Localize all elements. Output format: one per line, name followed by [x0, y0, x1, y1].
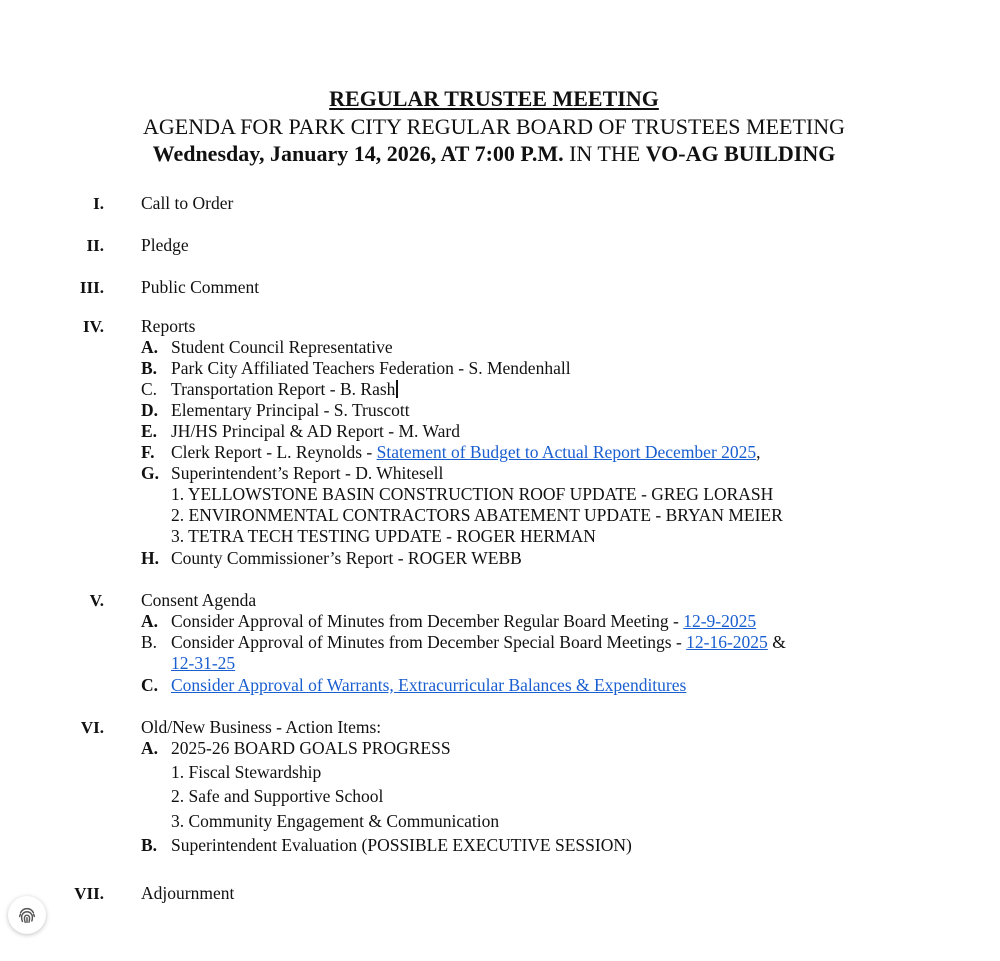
superintendent-sub-item: 2. ENVIRONMENTAL CONTRACTORS ABATEMENT UPDATE - BRYAN MEIER — [171, 505, 783, 525]
item-letter: A. — [141, 611, 159, 631]
report-jh-hs-principal: JH/HS Principal & AD Report - M. Ward — [171, 421, 460, 441]
meeting-date-connector: IN THE — [563, 141, 646, 166]
section-number: III. — [79, 278, 104, 297]
item-letter: B. — [141, 358, 158, 378]
consent-special-minutes-cont — [171, 653, 235, 674]
meeting-title: REGULAR TRUSTEE MEETING — [329, 86, 659, 111]
report-clerk-text: Clerk Report - L. Reynolds - — [171, 442, 377, 462]
section-number: VII. — [74, 884, 104, 903]
section-public-comment: Public Comment — [141, 277, 260, 297]
report-county-commissioner: County Commissioner’s Report - ROGER WEBB — [171, 548, 522, 568]
report-elementary-principal: Elementary Principal - S. Truscott — [171, 400, 410, 420]
minutes-12-31-25-link[interactable]: 12-31-25 — [171, 653, 236, 673]
section-reports: Reports — [141, 316, 196, 336]
consent-special-minutes — [171, 632, 786, 653]
item-letter: B. — [141, 835, 158, 855]
superintendent-sub-item: 3. TETRA TECH TESTING UPDATE - ROGER HERMAN — [171, 526, 596, 546]
meeting-date-line — [0, 141, 988, 167]
section-call-to-order: Call to Order — [141, 193, 234, 213]
section-number: IV. — [83, 317, 104, 336]
minutes-12-16-2025-link[interactable]: 12-16-2025 — [686, 632, 768, 652]
board-goal-item: 1. Fiscal Stewardship — [171, 762, 322, 782]
item-letter: E. — [141, 421, 158, 441]
superintendent-sub-item: 1. YELLOWSTONE BASIN CONSTRUCTION ROOF UPDATE - GREG LORASH — [171, 484, 774, 504]
item-letter: A. — [141, 337, 159, 357]
item-letter: G. — [141, 463, 159, 483]
item-letter: C. — [141, 675, 159, 695]
consent-regular-minutes — [171, 611, 756, 632]
section-old-new-business: Old/New Business - Action Items: — [141, 717, 382, 737]
superintendent-evaluation: Superintendent Evaluation (POSSIBLE EXECUTIVE SESSION) — [171, 835, 632, 855]
fingerprint-button[interactable] — [8, 896, 46, 934]
warrants-link[interactable]: Consider Approval of Warrants, Extracurricular Balances & Expenditures — [171, 675, 687, 695]
item-letter: D. — [141, 400, 159, 420]
item-letter: A. — [141, 738, 159, 758]
section-pledge: Pledge — [141, 235, 189, 255]
meeting-date: Wednesday, January 14, 2026, AT 7:00 P.M. — [152, 141, 564, 166]
report-transportation-text: Transportation Report - B. Rash — [171, 379, 396, 399]
minutes-12-9-2025-link[interactable]: 12-9-2025 — [683, 611, 757, 631]
report-superintendent: Superintendent’s Report - D. Whitesell — [171, 463, 444, 483]
section-consent-agenda: Consent Agenda — [141, 590, 257, 610]
board-goal-item: 2. Safe and Supportive School — [171, 786, 384, 806]
section-adjournment: Adjournment — [141, 883, 235, 903]
consent-warrants — [171, 675, 686, 696]
report-clerk-comma: , — [756, 442, 761, 462]
board-goals-progress: 2025-26 BOARD GOALS PROGRESS — [171, 738, 451, 758]
section-number: I. — [93, 194, 104, 213]
section-number: VI. — [80, 718, 104, 737]
budget-report-link[interactable]: Statement of Budget to Actual Report December 2025 — [376, 442, 757, 462]
item-letter: C. — [141, 379, 158, 399]
agenda-subtitle: AGENDA FOR PARK CITY REGULAR BOARD OF TRUSTEES MEETING — [142, 114, 846, 139]
item-letter: F. — [141, 442, 155, 462]
section-number: V. — [89, 591, 104, 610]
fingerprint-icon — [16, 904, 38, 926]
report-transportation — [171, 379, 398, 400]
consent-special-minutes-amp: & — [767, 632, 786, 652]
board-goal-item: 3. Community Engagement & Communication — [171, 811, 500, 831]
consent-special-minutes-text: Consider Approval of Minutes from December Special Board Meetings - — [171, 632, 687, 652]
text-cursor — [396, 380, 398, 398]
item-letter: B. — [141, 632, 158, 652]
meeting-location: VO-AG BUILDING — [645, 141, 836, 166]
report-clerk — [171, 442, 761, 463]
item-letter: H. — [141, 548, 159, 568]
section-number: II. — [86, 236, 104, 255]
report-teachers-federation: Park City Affiliated Teachers Federation - S. Mendenhall — [171, 358, 571, 378]
report-student-council: Student Council Representative — [171, 337, 393, 357]
consent-regular-minutes-text: Consider Approval of Minutes from December Regular Board Meeting - — [171, 611, 684, 631]
